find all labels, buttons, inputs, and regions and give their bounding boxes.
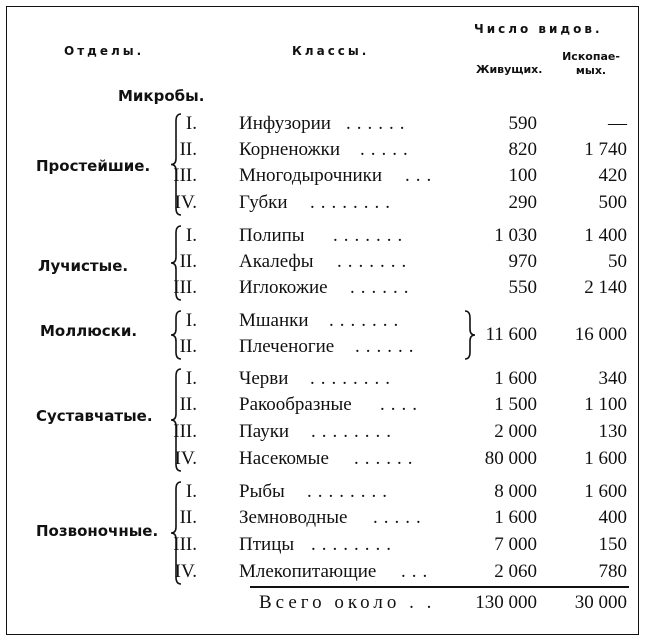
class-number: IV. <box>174 192 197 213</box>
grouped-row <box>0 322 649 348</box>
table-row <box>0 392 649 418</box>
table-row <box>0 366 649 392</box>
living-count: 2 060 <box>494 561 537 582</box>
fossil-count: 1 600 <box>584 448 627 469</box>
class-number: III. <box>173 421 197 442</box>
leader-dots: ....... <box>329 310 405 331</box>
leader-dots: .... <box>380 394 423 415</box>
class-number: I. <box>185 481 197 502</box>
living-count: 1 600 <box>494 368 537 389</box>
class-number: IV. <box>174 561 197 582</box>
class-name: Рыбы <box>239 481 285 502</box>
leader-dots: ...... <box>354 448 419 469</box>
fossil-count: 1 600 <box>584 481 627 502</box>
class-number: I. <box>185 225 197 246</box>
fossil-count: 1 740 <box>584 139 627 160</box>
fossil-count: 16 000 <box>574 324 627 345</box>
division-label: Моллюски. <box>40 322 138 340</box>
header-divisions: Отделы. <box>64 44 145 58</box>
fossil-count: 780 <box>598 561 627 582</box>
leader-dots: ...... <box>346 113 411 134</box>
class-number: III. <box>173 165 197 186</box>
living-count: 590 <box>508 113 537 134</box>
class-number: I. <box>185 368 197 389</box>
class-number: I. <box>185 113 197 134</box>
class-number: IV. <box>174 448 197 469</box>
class-name: Черви <box>239 368 289 389</box>
class-name: Корненожки <box>239 139 341 160</box>
fossil-count: 2 140 <box>584 277 627 298</box>
living-count: 2 000 <box>494 421 537 442</box>
table-row <box>0 137 649 163</box>
living-count: 80 000 <box>484 448 537 469</box>
living-count: 8 000 <box>494 481 537 502</box>
living-count: 820 <box>508 139 537 160</box>
class-name: Млекопитающие <box>239 561 377 582</box>
table-row <box>0 223 649 249</box>
table-row <box>0 446 649 472</box>
living-count: 1 030 <box>494 225 537 246</box>
class-number: I. <box>185 310 197 331</box>
total-label: Всего около . . <box>259 592 436 613</box>
fossil-count: 50 <box>608 251 627 272</box>
table-row <box>0 559 649 585</box>
header-living: Живущих. <box>476 63 543 76</box>
class-name: Инфузории <box>239 113 331 134</box>
class-number: III. <box>173 277 197 298</box>
total-rule <box>250 586 629 588</box>
class-name: Ракообразные <box>239 394 352 415</box>
class-number: II. <box>179 394 197 415</box>
table-row <box>0 111 649 137</box>
table-row <box>0 275 649 301</box>
leader-dots: ...... <box>355 336 420 357</box>
living-count: 100 <box>508 165 537 186</box>
header-classes: Классы. <box>292 44 370 58</box>
fossil-count: 400 <box>598 507 627 528</box>
total-label-text: Всего около <box>259 592 401 613</box>
leader-dots: ..... <box>373 507 427 528</box>
class-number: II. <box>179 336 197 357</box>
class-number: II. <box>179 507 197 528</box>
fossil-count: 130 <box>598 421 627 442</box>
class-name: Мшанки <box>239 310 309 331</box>
living-count: 7 000 <box>494 534 537 555</box>
fossil-count: 500 <box>598 192 627 213</box>
leader-dots: ........ <box>307 481 393 502</box>
class-number: II. <box>179 139 197 160</box>
fossil-count: 1 100 <box>584 394 627 415</box>
living-count: 290 <box>508 192 537 213</box>
fossil-count: 420 <box>598 165 627 186</box>
class-name: Иглокожие <box>239 277 328 298</box>
class-name: Плеченогие <box>239 336 335 357</box>
total-fossil: 30 000 <box>574 592 627 613</box>
living-count: 11 600 <box>485 324 537 345</box>
leader-dots: ....... <box>337 251 413 272</box>
fossil-count: 150 <box>598 534 627 555</box>
class-number: III. <box>173 534 197 555</box>
leader-dots: ........ <box>310 192 396 213</box>
living-count: 1 600 <box>494 507 537 528</box>
kingdom-label: Микробы. <box>118 87 205 105</box>
header-fossil: Ископае-мых. <box>562 50 620 77</box>
division-label: Суставчатые. <box>36 407 153 425</box>
class-name: Акалефы <box>239 251 314 272</box>
header-species-count: Число видов. <box>474 22 603 36</box>
leader-dots: ... <box>401 561 434 582</box>
table-row <box>0 479 649 505</box>
living-count: 1 500 <box>494 394 537 415</box>
table-row <box>0 163 649 189</box>
class-name: Многодырочники <box>239 165 383 186</box>
division-label: Простейшие. <box>36 157 151 175</box>
class-name: Птицы <box>239 534 295 555</box>
leader-dots: ........ <box>310 368 396 389</box>
class-name: Полипы <box>239 225 305 246</box>
fossil-count: — <box>608 113 627 134</box>
class-name: Насекомые <box>239 448 329 469</box>
table-row <box>0 249 649 275</box>
division-label: Позвоночные. <box>36 522 159 540</box>
class-name: Земноводные <box>239 507 348 528</box>
class-name: Губки <box>239 192 288 213</box>
living-count: 550 <box>508 277 537 298</box>
leader-dots: ....... <box>333 225 409 246</box>
fossil-count: 340 <box>598 368 627 389</box>
leader-dots: ..... <box>360 139 414 160</box>
leader-dots: ...... <box>350 277 415 298</box>
table-row <box>0 190 649 216</box>
fossil-count: 1 400 <box>584 225 627 246</box>
table-row <box>0 505 649 531</box>
class-name: Пауки <box>239 421 290 442</box>
table-row <box>0 532 649 558</box>
table-row <box>0 419 649 445</box>
class-number: II. <box>179 251 197 272</box>
total-living: 130 000 <box>475 592 537 613</box>
leader-dots: ... <box>405 165 438 186</box>
living-count: 970 <box>508 251 537 272</box>
leader-dots: ........ <box>311 421 397 442</box>
leader-dots: ........ <box>311 534 397 555</box>
division-label: Лучистые. <box>38 257 129 275</box>
